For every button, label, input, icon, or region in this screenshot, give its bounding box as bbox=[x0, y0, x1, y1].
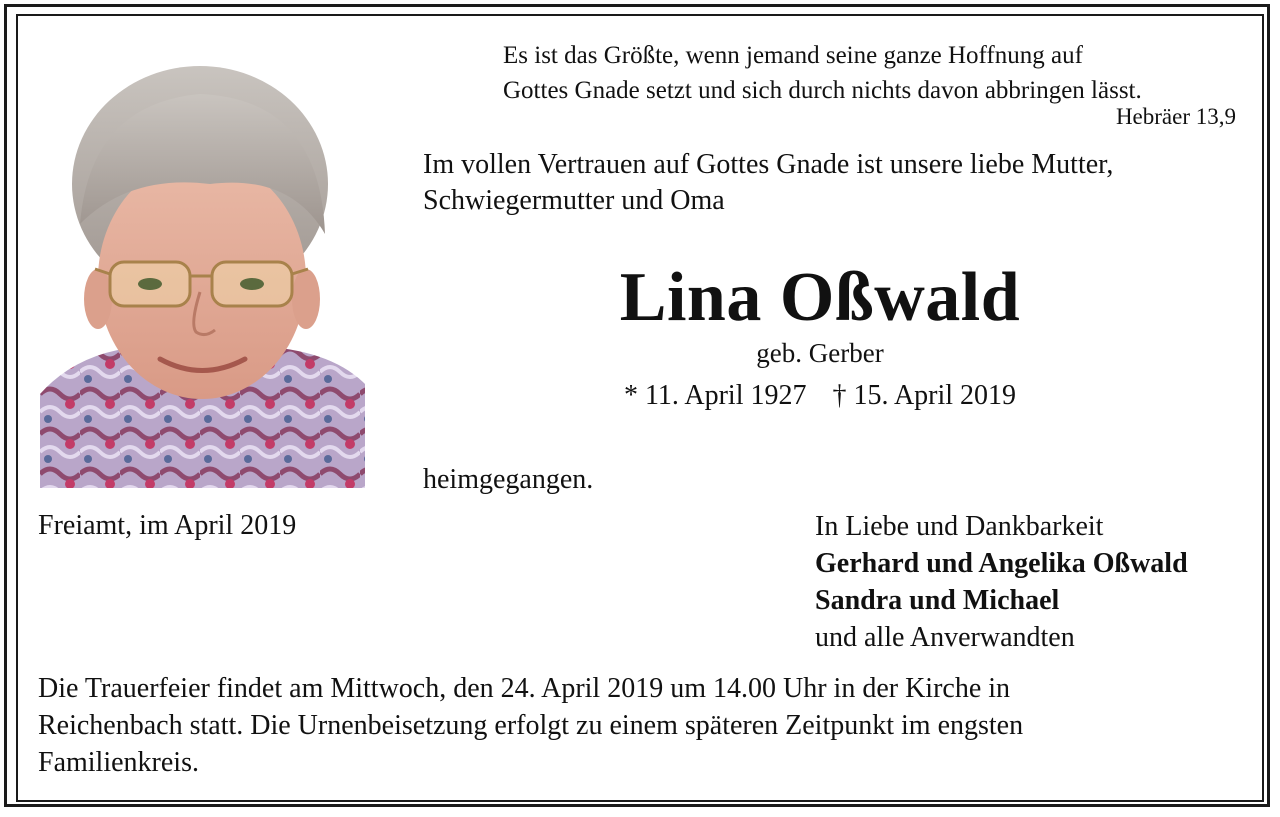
birth-name: geb. Gerber bbox=[756, 338, 884, 368]
service-info bbox=[38, 670, 1238, 781]
verse-line: Gottes Gnade setzt und sich durch nichts davon abbringen lässt. bbox=[503, 77, 1142, 104]
life-dates bbox=[420, 378, 1220, 414]
verse-line: Es ist das Größte, wenn jemand seine ganze Hoffnung auf bbox=[503, 42, 1083, 69]
mourners-intro: In Liebe und Dankbarkeit bbox=[815, 511, 1104, 542]
birth-date: * 11. April 1927 bbox=[623, 380, 807, 411]
mourner-name: Gerhard und Angelika Oßwald bbox=[815, 548, 1188, 579]
mourners-block bbox=[815, 508, 1188, 656]
intro-line: Schwiegermutter und Oma bbox=[423, 185, 725, 216]
mourners-closing: und alle Anverwandten bbox=[815, 622, 1075, 653]
intro-line: Im vollen Vertrauen auf Gottes Gnade ist unsere liebe Mutter, bbox=[423, 149, 1114, 180]
portrait-photo bbox=[40, 64, 365, 488]
intro-text bbox=[423, 147, 1113, 219]
service-line: Reichenbach statt. Die Urnenbeisetzung erfolgt zu einem späteren Zeitpunkt im engsten bbox=[38, 710, 1024, 741]
deceased-name: Lina Oßwald bbox=[619, 259, 1021, 336]
service-line: Die Trauerfeier findet am Mittwoch, den 24. April 2019 um 14.00 Uhr in der Kirche in bbox=[38, 673, 1011, 704]
verse-reference: Hebräer 13,9 bbox=[1115, 104, 1236, 129]
bible-verse bbox=[503, 38, 1142, 108]
mourner-name: Sandra und Michael bbox=[815, 585, 1060, 616]
passed-away-text: heimgegangen. bbox=[423, 464, 594, 495]
service-line: Familienkreis. bbox=[38, 747, 199, 778]
place-date: Freiamt, im April 2019 bbox=[38, 510, 297, 541]
death-date: † 15. April 2019 bbox=[832, 380, 1017, 411]
